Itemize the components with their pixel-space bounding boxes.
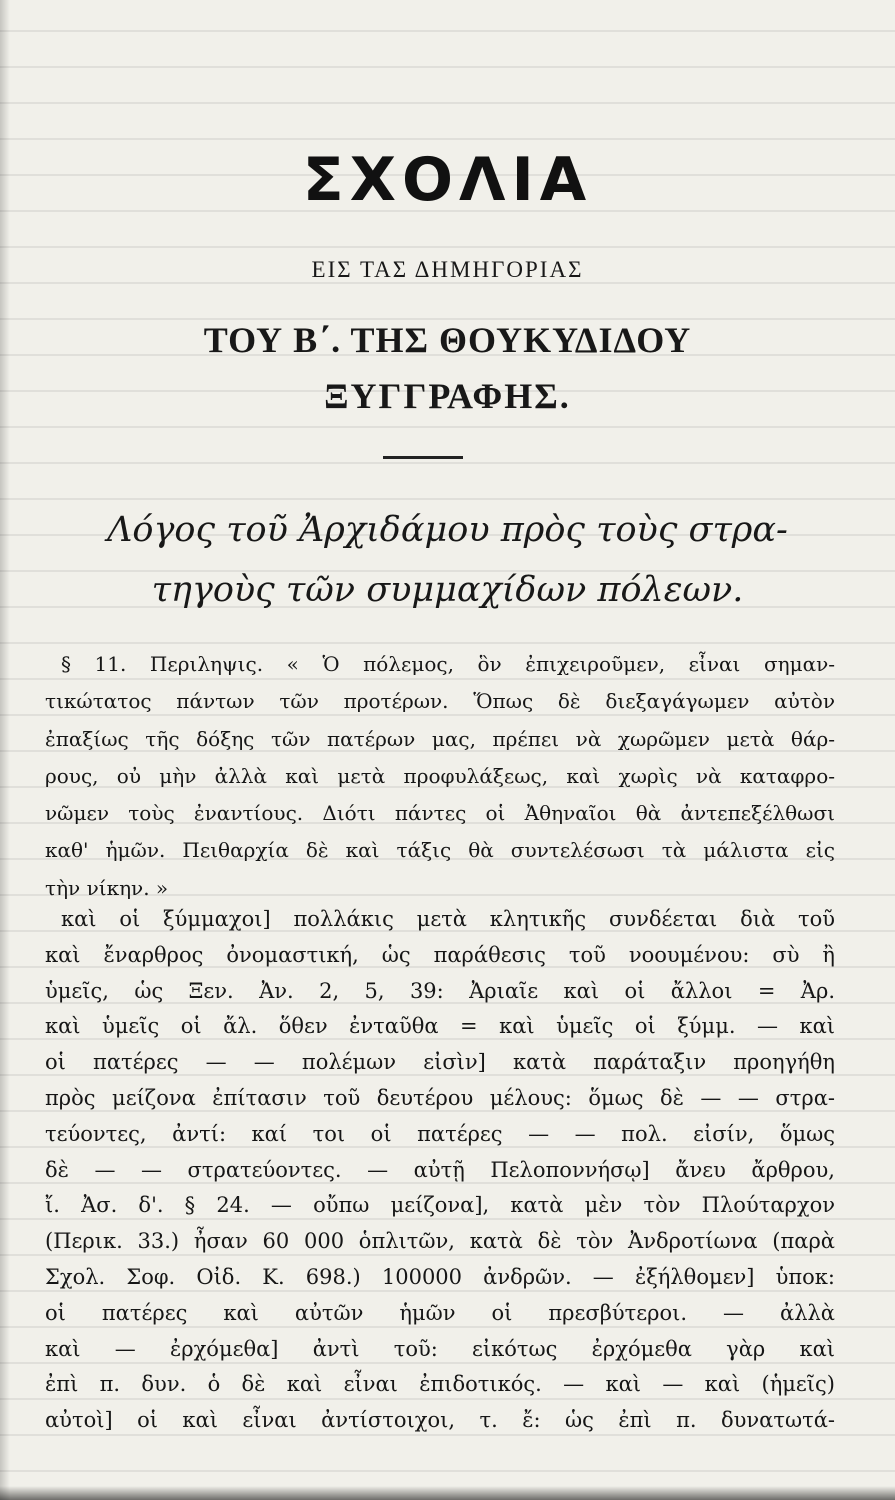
speech-title-line-1: Λόγος τοῦ Ἀρχιδάμου πρὸς τοὺς στρα- (107, 510, 788, 550)
commentary-line: καὶ — ἐρχόμεθα] ἀντὶ τοῦ: εἰκότως ἐρχόμεθα γὰρ καὶ (45, 1336, 835, 1361)
main-title: ΣΧΟΛΙΑ (302, 145, 593, 215)
commentary-line: (Περικ. 33.) ἦσαν 60 000 ὁπλιτῶν, κατὰ δὲ τὸν Ἀνδροτίωνα (παρὰ (45, 1229, 835, 1254)
summary-line: νῶμεν τοὺς ἐναντίους. Διότι πάντες οἱ Ἀθηναῖοι θὰ ἀντεπεξέλθωσι (45, 801, 835, 826)
commentary-paragraph (45, 902, 835, 1439)
commentary-line: ἐπὶ π. δυν. ὁ δὲ καὶ εἶναι ἐπιδοτικός. — καὶ — καὶ (ἡμεῖς) (45, 1372, 835, 1397)
heading-line-2: ΞΥΓΓΡΑΦΗΣ. (324, 376, 571, 416)
commentary-line: καὶ οἱ ξύμμαχοι] πολλάκις μετὰ κλητικῆς συνδέεται διὰ τοῦ (61, 907, 835, 931)
commentary-line: ὑμεῖς, ὡς Ξεν. Ἀν. 2, 5, 39: Ἀριαῖε καὶ οἱ ἄλλοι = Ἀρ. (45, 978, 835, 1003)
commentary-line: δὲ — — στρατεύοντες. — αὐτῇ Πελοποννήσῳ] ἄνευ ἄρθρου, (45, 1157, 835, 1182)
commentary-line: Σχολ. Σοφ. Οἰδ. Κ. 698.) 100000 ἀνδρῶν. — ἐξήλθομεν] ὑποκ: (45, 1264, 835, 1289)
summary-line: ἐπαξίως τῆς δόξης τῶν πατέρων μας, πρέπει νὰ χωρῶμεν μετὰ θάρ- (45, 726, 835, 751)
commentary-line: οἱ πατέρες καὶ αὐτῶν ἡμῶν οἱ πρεσβύτεροι. — ἀλλὰ (45, 1300, 835, 1325)
commentary-line: ἴ. Ἀσ. δ'. § 24. — οὔπω μείζονα], κατὰ μὲν τὸν Πλούταρχον (45, 1193, 835, 1218)
page-bottom-shadow (0, 1486, 895, 1500)
summary-line: ρους, οὐ μὴν ἀλλὰ καὶ μετὰ προφυλάξεως, καὶ χωρὶς νὰ καταφρο- (45, 763, 835, 788)
summary-paragraph (45, 646, 835, 907)
commentary-line: τεύοντες, ἀντί: καί τοι οἱ πατέρες — — πολ. εἰσίν, ὅμως (45, 1121, 835, 1146)
title-divider (383, 456, 463, 459)
speech-title (0, 500, 895, 620)
commentary-line: πρὸς μείζονα ἐπίτασιν τοῦ δευτέρου μέλους: ὅμως δὲ — — στρα- (45, 1085, 835, 1110)
commentary-line: καὶ ἔναρθρος ὀνομαστική, ὡς παράθεσις τοῦ νοουμένου: σὺ ἢ (45, 942, 835, 967)
commentary-line: καὶ ὑμεῖς οἱ ἄλ. ὅθεν ἐνταῦθα = καὶ ὑμεῖς οἱ ξύμμ. — καὶ (45, 1014, 835, 1039)
commentary-line: οἱ πατέρες — — πολέμων εἰσὶν] κατὰ παράταξιν προηγήθη (45, 1050, 835, 1075)
subtitle: ΕΙΣ ΤΑΣ ΔΗΜΗΓΟΡΙΑΣ (311, 257, 584, 282)
page-gutter-shadow (0, 0, 10, 1500)
speech-title-line-2: τηγοὺς τῶν συμμαχίδων πόλεων. (151, 570, 744, 610)
summary-line: τικώτατος πάντων τῶν προτέρων. Ὅπως δὲ διεξαγάγωμεν αὐτὸν (45, 689, 835, 714)
summary-line: τὴν νίκην. » (45, 875, 169, 900)
summary-line: § 11. Περιληψις. « Ὁ πόλεμος, ὃν ἐπιχειροῦμεν, εἶναι σημαν- (61, 652, 835, 676)
heading-line-1: ΤΟΥ Β΄. ΤΗΣ ΘΟΥΚΥΔΙΔΟΥ (203, 320, 692, 360)
commentary-line: αὐτοὶ] οἱ καὶ εἶναι ἀντίστοιχοι, τ. ἔ: ὡς ἐπὶ π. δυνατωτά- (45, 1408, 835, 1433)
summary-line: καθ' ἡμῶν. Πειθαρχία δὲ καὶ τάξις θὰ συντελέσωσι τὰ μάλιστα εἰς (45, 838, 835, 863)
